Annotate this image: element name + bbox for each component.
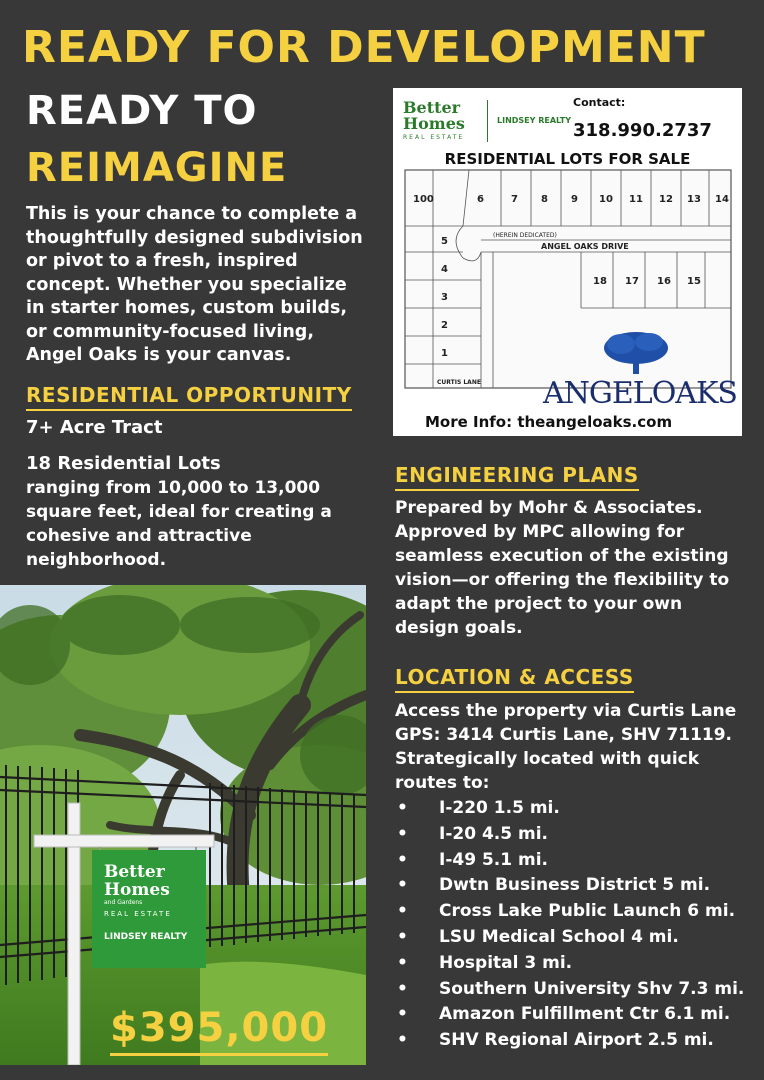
more-info-link[interactable]: More Info: theangeloaks.com [425, 413, 673, 431]
plat-lot-12: 12 [659, 194, 673, 205]
angel-oaks-logo [543, 376, 737, 411]
routes-list [395, 796, 755, 1054]
route-text: Hospital 3 mi. [439, 952, 573, 973]
plat-lot-9: 9 [571, 194, 578, 205]
plat-map [401, 168, 735, 392]
bullet: • [397, 875, 408, 896]
list-item [395, 899, 755, 925]
sign-brand-sub: and Gardens [104, 899, 143, 906]
plat-lot-11: 11 [629, 194, 643, 205]
route-text: Dwtn Business District 5 mi. [439, 875, 711, 896]
acreage-text: 7+ Acre Tract [26, 417, 163, 438]
plat-lot-17: 17 [625, 276, 639, 287]
route-text: Cross Lake Public Launch 6 mi. [439, 901, 736, 922]
plat-lot-7: 7 [511, 194, 518, 205]
bullet: • [397, 901, 408, 922]
bullet: • [397, 952, 408, 973]
plat-lot-6: 6 [477, 194, 484, 205]
engineering-heading: ENGINEERING PLANS [395, 463, 639, 491]
route-text: I-49 5.1 mi. [439, 849, 548, 870]
list-item [395, 1028, 755, 1054]
route-text: I-220 1.5 mi. [439, 798, 560, 818]
oak-tree-icon [601, 328, 671, 376]
plat-lot-16: 16 [657, 276, 671, 287]
subheadline-ready-to: READY TO [26, 88, 258, 134]
plat-lot-4: 4 [441, 264, 448, 275]
route-text: LSU Medical School 4 mi. [439, 926, 679, 947]
card-agency: LINDSEY REALTY [497, 116, 572, 125]
plat-lot-8: 8 [541, 194, 548, 205]
plat-dedicated-label: (HEREIN DEDICATED) [493, 232, 557, 239]
plat-curtis-label: CURTIS LANE [437, 379, 481, 386]
card-title: RESIDENTIAL LOTS FOR SALE [444, 150, 691, 168]
list-item [395, 822, 755, 848]
sign-brand-homes: Homes [104, 880, 170, 900]
list-item [395, 1002, 755, 1028]
subheadline-reimagine: REIMAGINE [26, 145, 288, 191]
realty-sign [92, 850, 206, 968]
route-text: Amazon Fulfillment Ctr 6.1 mi. [439, 1004, 731, 1025]
contact-label: Contact: [573, 96, 626, 109]
bullet: • [397, 978, 408, 999]
plat-lot-13: 13 [687, 194, 701, 205]
plat-lot-3: 3 [441, 292, 448, 303]
plat-lot-18: 18 [593, 276, 607, 287]
bhg-logo-homes: Homes [403, 114, 465, 133]
list-item [395, 925, 755, 951]
angel-oaks-logo-oaks: OAKS [651, 376, 737, 411]
route-text: SHV Regional Airport 2.5 mi. [439, 1030, 714, 1051]
plat-lot-1: 1 [441, 348, 448, 359]
location-text: Access the property via Curtis Lane GPS: 3414 Curtis Lane, SHV 71119. Strategically located with quick routes to: [395, 701, 737, 793]
bullet: • [397, 823, 408, 844]
list-item [395, 873, 755, 899]
plat-lot-2: 2 [441, 320, 448, 331]
plat-lot-14: 14 [715, 194, 729, 205]
bhg-logo-better: Better [403, 98, 461, 117]
route-text: I-20 4.5 mi. [439, 823, 548, 844]
bhg-logo [403, 100, 483, 146]
plat-lot-15: 15 [687, 276, 701, 287]
bullet: • [397, 1030, 408, 1051]
list-item [395, 951, 755, 977]
oak-trees-image [0, 585, 366, 1065]
property-photo [0, 585, 366, 1065]
lots-description [26, 452, 366, 572]
contact-phone[interactable]: 318.990.2737 [573, 120, 712, 141]
sign-real-estate: REAL ESTATE [104, 910, 172, 918]
sign-agency: LINDSEY REALTY [104, 932, 188, 942]
headline: READY FOR DEVELOPMENT [22, 22, 706, 73]
angel-oaks-logo-angel: ANGEL [543, 376, 652, 411]
logo-divider [487, 100, 488, 142]
plat-card [393, 88, 742, 436]
list-item [395, 796, 755, 822]
residential-heading: RESIDENTIAL OPPORTUNITY [26, 383, 352, 411]
lots-title: 18 Residential Lots [26, 453, 221, 474]
list-item [395, 848, 755, 874]
location-heading: LOCATION & ACCESS [395, 665, 634, 693]
plat-lot-10: 10 [599, 194, 613, 205]
lots-text: ranging from 10,000 to 13,000 square feet, ideal for creating a cohesive and attractive neighborhood. [26, 478, 332, 570]
bullet: • [397, 798, 408, 818]
intro-paragraph: This is your chance to complete a thoughtfully designed subdivision or pivot to a fresh, inspired concept. Whether you specialize in starter homes, custom builds, or community-focused living, Angel Oaks is your canvas. [26, 204, 363, 365]
plat-lot-5: 5 [441, 236, 448, 247]
engineering-text: Prepared by Mohr & Associates. Approved by MPC allowing for seamless execution of the existing vision—or offering the flexibility to adapt the project to your own design goals. [395, 498, 730, 638]
bullet: • [397, 926, 408, 947]
plat-street-label: ANGEL OAKS DRIVE [541, 242, 629, 251]
bullet: • [397, 849, 408, 870]
price: $395,000 [110, 1005, 328, 1056]
sign-brand-better: Better [104, 862, 165, 882]
bullet: • [397, 1004, 408, 1025]
bhg-logo-real-estate: REAL ESTATE [403, 134, 465, 141]
route-text: Southern University Shv 7.3 mi. [439, 978, 745, 999]
list-item [395, 977, 755, 1003]
plat-lot-label: 100 [413, 194, 434, 205]
